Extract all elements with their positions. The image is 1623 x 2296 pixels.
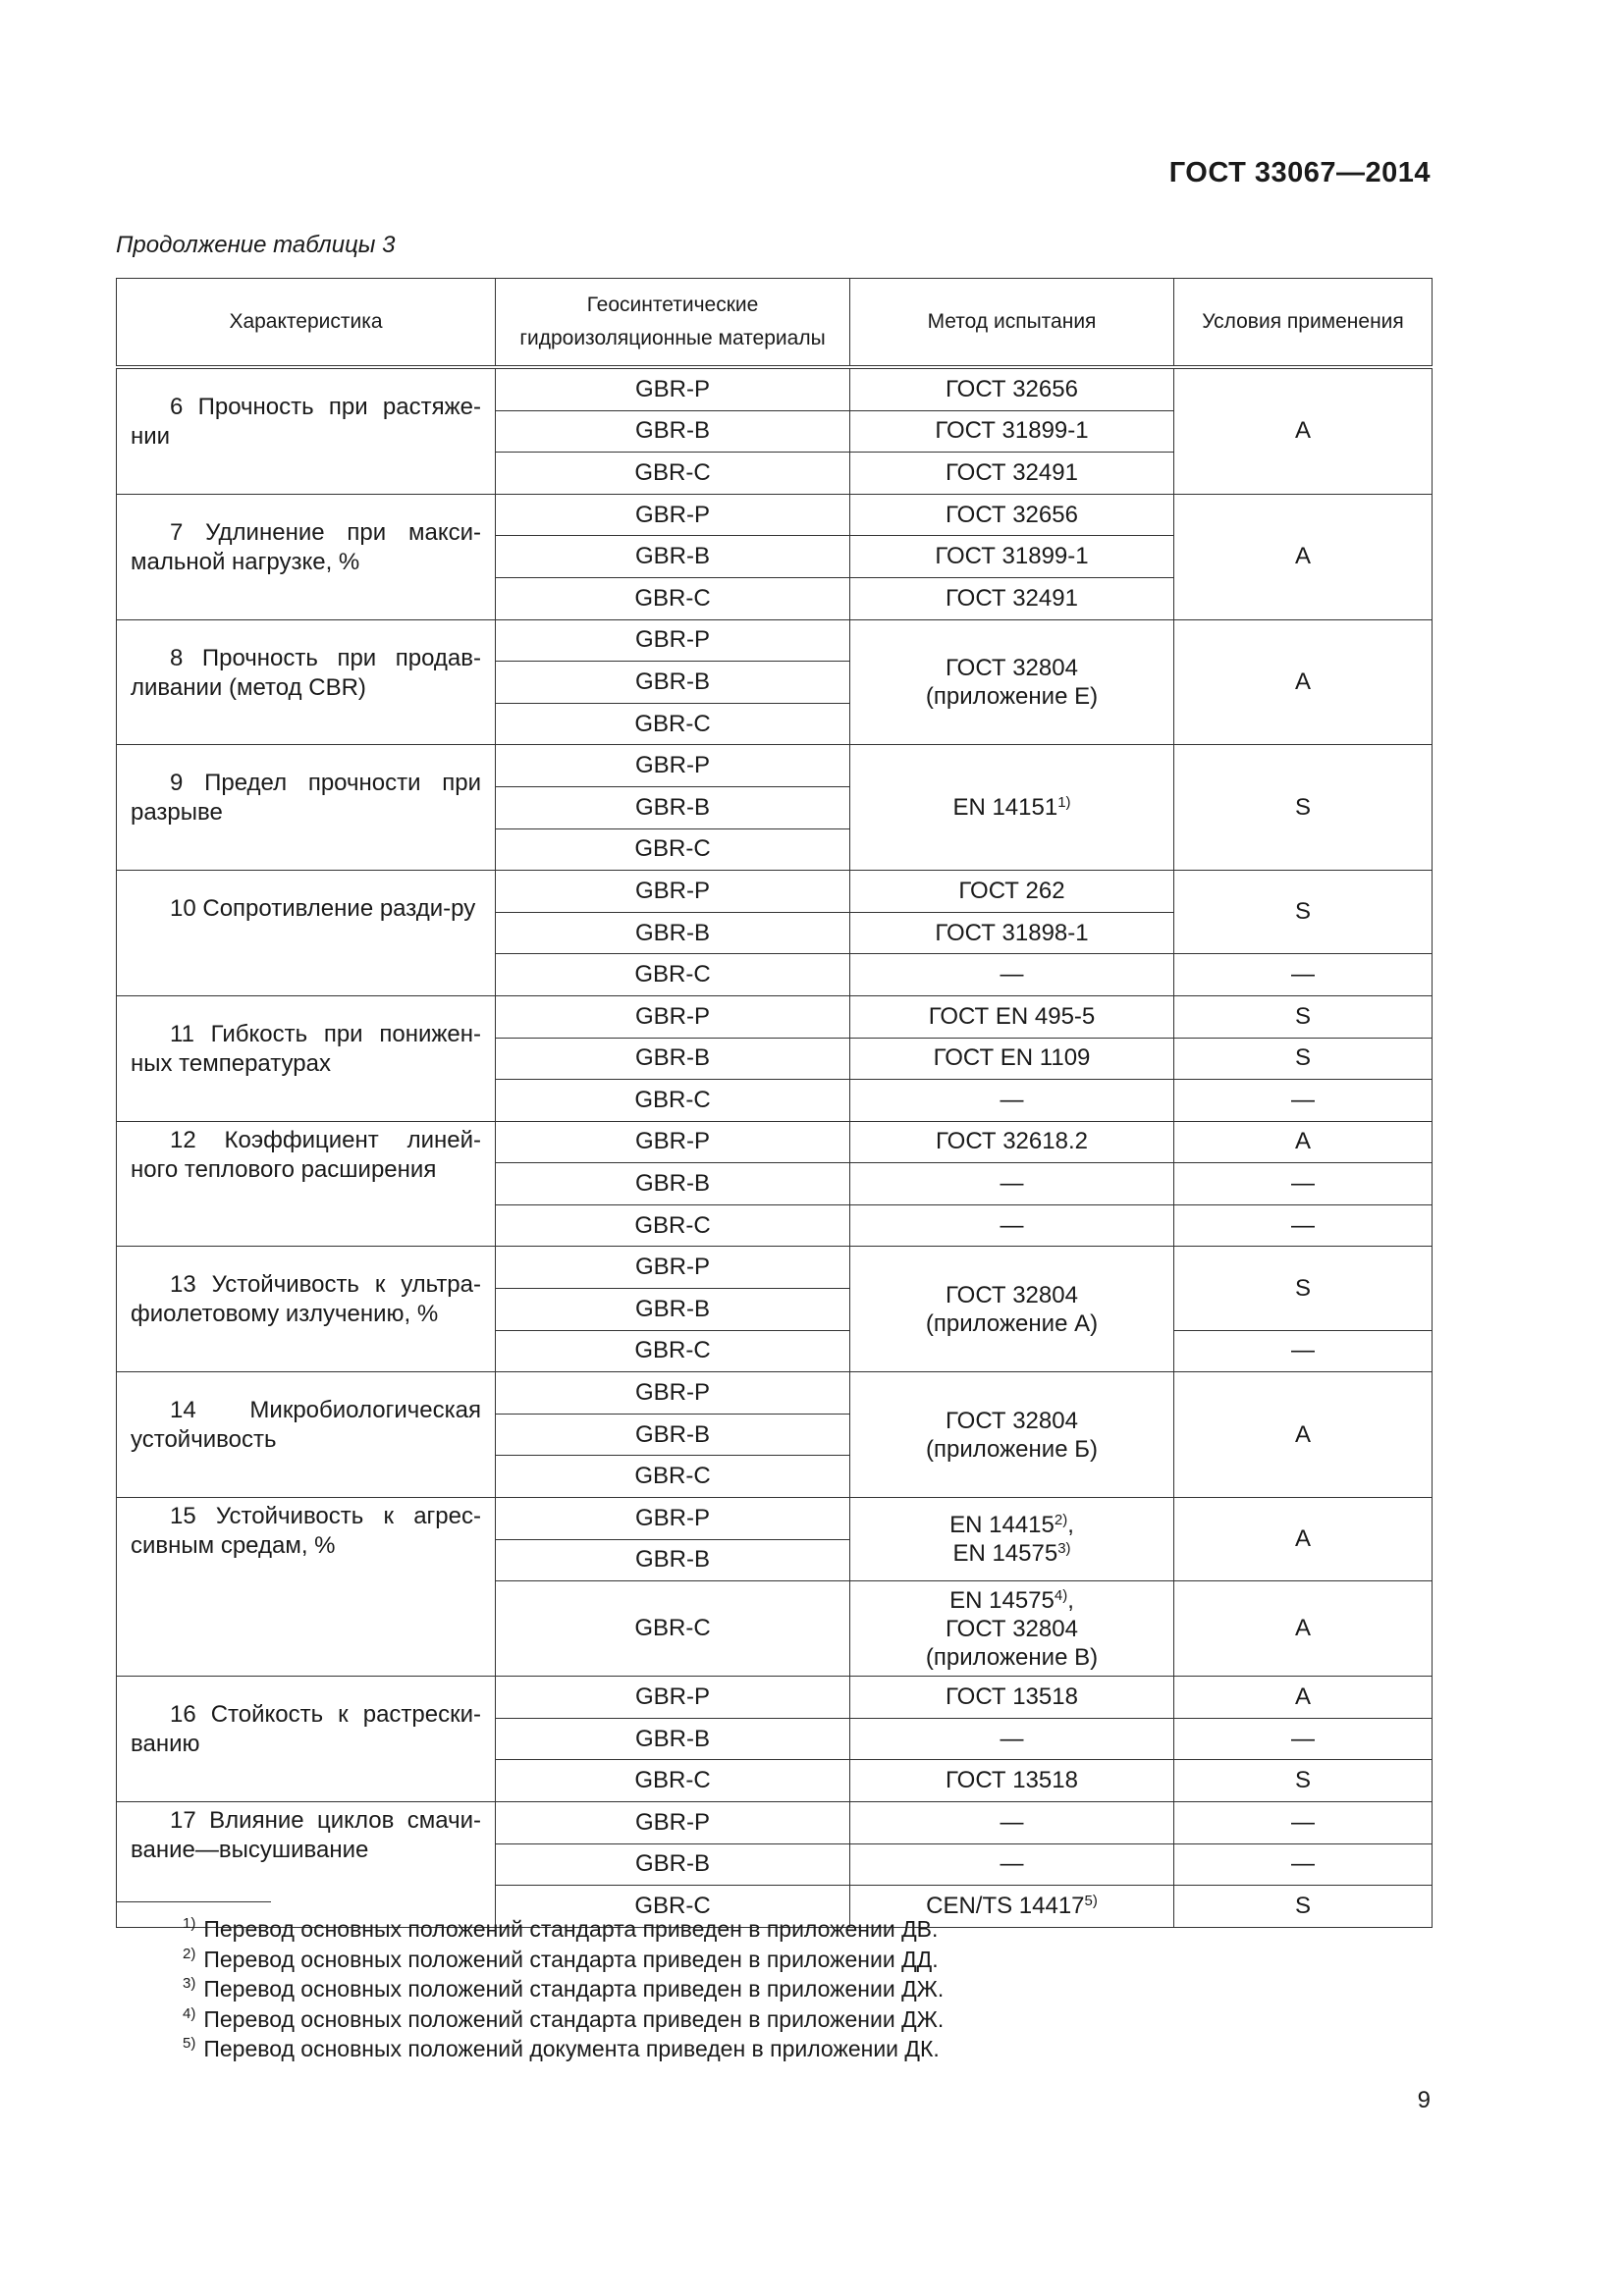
method-cell: — [850,1163,1174,1205]
method-cell: ГОСТ 32656 [850,494,1174,536]
method-line: ГОСТ 32804 [946,654,1078,681]
data-table [116,278,1433,1928]
condition-cell: — [1174,1718,1433,1760]
condition-cell: A [1174,1581,1433,1677]
footnote-separator [116,1901,271,1902]
document-code: ГОСТ 33067—2014 [1168,157,1431,188]
material-cell: GBR-B [496,1163,850,1205]
feature-cell: 7 Удлинение при макси-мальной нагрузке, % [117,494,496,619]
material-cell: GBR-B [496,1038,850,1080]
table-row [117,494,1433,536]
table-header-row [117,279,1433,368]
table-row [117,1247,1433,1289]
material-cell: GBR-B [496,1414,850,1456]
material-cell: GBR-P [496,1677,850,1719]
condition-cell: A [1174,619,1433,745]
method-line: EN 14575 [949,1586,1055,1614]
method-line: EN 14575 [952,1540,1058,1568]
method-cell: ГОСТ 31898-1 [850,912,1174,954]
footnote-text: Перевод основных положений стандарта приведен в приложении ДВ. [203,1916,939,1942]
footnote-ref: 1) [1057,793,1071,811]
material-cell: GBR-P [496,745,850,787]
condition-cell: S [1174,745,1433,871]
material-cell: GBR-C [496,1330,850,1372]
method-line: (приложение Б) [926,1435,1098,1463]
feature-cell: 14 Микробиологическая устойчивость [117,1372,496,1498]
method-cell: ГОСТ 32618.2 [850,1121,1174,1163]
condition-cell: — [1174,1204,1433,1247]
material-cell: GBR-P [496,1247,850,1289]
material-cell: GBR-B [496,1539,850,1581]
footnotes [183,1914,944,2064]
footnote [183,2004,944,2035]
condition-cell: S [1174,1247,1433,1330]
material-cell: GBR-B [496,662,850,704]
method-text: CEN/TS 14417 [926,1892,1085,1919]
footnote [183,1945,944,1975]
method-cell: ГОСТ 32491 [850,577,1174,619]
footnote [183,1974,944,2004]
material-cell: GBR-B [496,912,850,954]
footnote-text: Перевод основных положений документа приведен в приложении ДК. [203,2036,940,2061]
material-cell: GBR-C [496,703,850,745]
condition-cell: A [1174,1372,1433,1498]
method-cell: ГОСТ EN 1109 [850,1038,1174,1080]
material-cell: GBR-B [496,1718,850,1760]
condition-cell: — [1174,1330,1433,1372]
feature-cell: 16 Стойкость к растрески-ванию [117,1677,496,1802]
feature-cell: 6 Прочность при растяже-нии [117,367,496,494]
condition-cell: A [1174,1677,1433,1719]
table-row [117,1677,1433,1719]
method-text: EN 14151 [952,793,1058,821]
table-row [117,1121,1433,1163]
method-cell [850,745,1174,871]
material-cell: GBR-C [496,453,850,495]
condition-cell: S [1174,1760,1433,1802]
method-cell: ГОСТ EN 495-5 [850,995,1174,1038]
footnote-text: Перевод основных положений стандарта приведен в приложении ДД. [203,1946,939,1972]
material-cell: GBR-P [496,871,850,913]
table-row [117,619,1433,662]
condition-cell: A [1174,1498,1433,1581]
footnote-mark: 3) [183,1975,196,1992]
method-cell: ГОСТ 32491 [850,453,1174,495]
condition-cell: S [1174,871,1433,954]
material-cell: GBR-P [496,1372,850,1415]
material-cell: GBR-P [496,1498,850,1540]
material-cell: GBR-C [496,954,850,996]
method-cell: ГОСТ 13518 [850,1760,1174,1802]
condition-cell: S [1174,1038,1433,1080]
material-cell: GBR-P [496,494,850,536]
material-cell: GBR-C [496,1581,850,1677]
footnote-text: Перевод основных положений стандарта приведен в приложении ДЖ. [203,1976,945,2002]
footnote-text: Перевод основных положений стандарта приведен в приложении ДЖ. [203,2005,945,2032]
material-cell: GBR-C [496,577,850,619]
feature-cell: 11 Гибкость при понижен-ных температурах [117,995,496,1121]
feature-cell: 13 Устойчивость к ультра-фиолетовому излучению, % [117,1247,496,1372]
material-cell: GBR-P [496,1802,850,1844]
method-cell [850,1247,1174,1372]
feature-cell: 12 Коэффициент линей-ного теплового расширения [117,1121,496,1247]
method-cell: ГОСТ 13518 [850,1677,1174,1719]
method-cell [850,619,1174,745]
method-cell: ГОСТ 31899-1 [850,410,1174,453]
feature-cell: 8 Прочность при продав-ливании (метод CBR) [117,619,496,745]
feature-cell: 9 Предел прочности при разрыве [117,745,496,871]
table-row [117,1802,1433,1844]
footnote-ref: 2) [1054,1512,1068,1529]
condition-cell: — [1174,954,1433,996]
method-cell [850,1372,1174,1498]
material-cell: GBR-B [496,1843,850,1886]
material-cell: GBR-P [496,1121,850,1163]
material-cell: GBR-C [496,1886,850,1928]
material-cell: GBR-B [496,786,850,828]
material-cell: GBR-C [496,1760,850,1802]
method-punct: , [1067,1586,1074,1614]
table-row [117,871,1433,913]
table-caption: Продолжение таблицы 3 [116,232,396,258]
method-line: EN 14415 [949,1512,1055,1539]
method-line: (приложение А) [925,1309,1099,1337]
table-row [117,367,1433,410]
method-cell: — [850,1080,1174,1122]
method-line: ГОСТ 32804 [946,1615,1078,1642]
material-cell: GBR-B [496,410,850,453]
table-row [117,1372,1433,1415]
feature-cell: 15 Устойчивость к агрес-сивным средам, % [117,1498,496,1677]
method-cell: ГОСТ 32656 [850,367,1174,410]
method-line: ГОСТ 32804 [946,1281,1078,1308]
condition-cell: — [1174,1843,1433,1886]
feature-cell: 10 Сопротивление разди-ру [117,871,496,996]
method-cell: — [850,1204,1174,1247]
method-cell [850,1498,1174,1581]
footnote-ref: 4) [1054,1586,1068,1604]
condition-cell: A [1174,494,1433,619]
table-row [117,1498,1433,1540]
table-row [117,745,1433,787]
footnote-mark: 1) [183,1915,196,1932]
page-number: 9 [1417,2087,1431,2113]
material-cell: GBR-B [496,1289,850,1331]
method-cell: ГОСТ 262 [850,871,1174,913]
condition-cell: A [1174,367,1433,494]
material-cell: GBR-C [496,828,850,871]
table-row [117,995,1433,1038]
header-method: Метод испытания [850,279,1174,368]
method-line: (приложение Е) [925,682,1099,710]
method-cell [850,1581,1174,1677]
header-materials: Геосинтетические гидроизоляционные материалы [496,279,850,368]
condition-cell: — [1174,1802,1433,1844]
method-cell: — [850,1718,1174,1760]
condition-cell: S [1174,995,1433,1038]
footnote-ref: 3) [1057,1540,1071,1558]
footnote [183,1914,944,1945]
condition-cell: — [1174,1080,1433,1122]
header-conditions: Условия применения [1174,279,1433,368]
condition-cell: A [1174,1121,1433,1163]
condition-cell: S [1174,1886,1433,1928]
footnote-mark: 4) [183,2004,196,2022]
method-line: ГОСТ 32804 [946,1407,1078,1434]
method-cell: ГОСТ 31899-1 [850,536,1174,578]
material-cell: GBR-B [496,536,850,578]
material-cell: GBR-P [496,619,850,662]
material-cell: GBR-P [496,995,850,1038]
method-line: (приложение В) [925,1643,1099,1671]
footnote-mark: 5) [183,2035,196,2052]
method-cell: — [850,954,1174,996]
footnote-ref: 5) [1084,1892,1098,1909]
material-cell: GBR-C [496,1204,850,1247]
material-cell: GBR-C [496,1456,850,1498]
footnote-mark: 2) [183,1945,196,1962]
footnote [183,2034,944,2064]
condition-cell: — [1174,1163,1433,1205]
method-punct: , [1067,1512,1074,1539]
method-cell: — [850,1843,1174,1886]
method-cell: — [850,1802,1174,1844]
material-cell: GBR-P [496,367,850,410]
header-feature: Характеристика [117,279,496,368]
material-cell: GBR-C [496,1080,850,1122]
feature-cell: 17 Влияние циклов смачи-вание—высушивание [117,1802,496,1928]
